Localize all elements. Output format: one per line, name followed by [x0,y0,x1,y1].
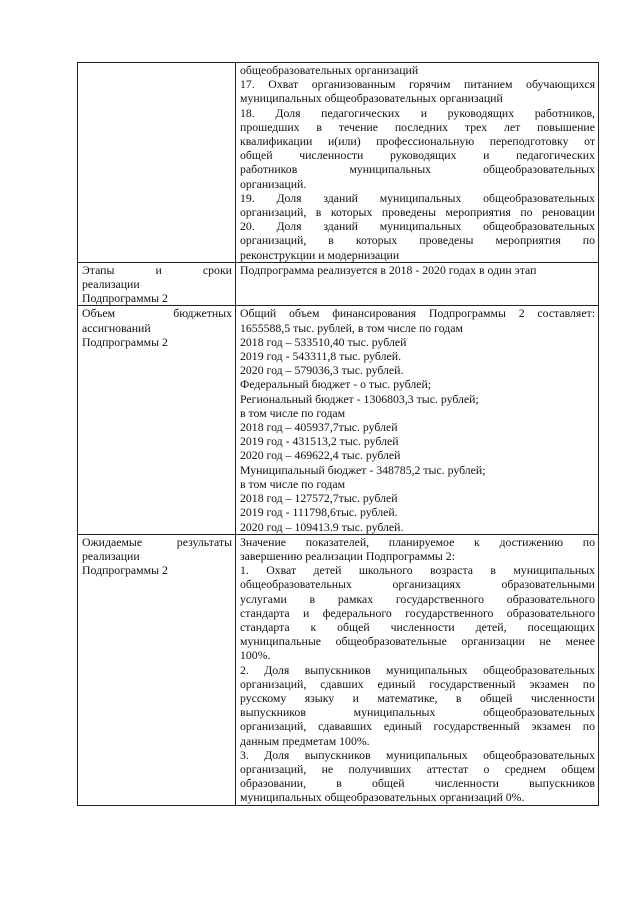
label-line: Объем бюджетных [82,306,232,321]
text-line: 2018 год – 127572,7тыс. рублей [240,491,398,506]
label-line: Подпрограммы 2 [82,334,168,349]
text-line: организаций, в которых проведены мероприятия по реновации [240,205,595,220]
text-line: муниципальных общеобразовательных организаций [240,91,503,106]
text-line: 20. Доля зданий муниципальных общеобразовательных [240,219,595,234]
text-line: Значение показателей, планируемое к достижению по [240,534,595,549]
table-row-continued-indicators [78,63,599,263]
results-value-cell [236,534,599,805]
text-line: 2019 год - 111798,6тыс. рублей. [240,505,398,520]
text-line: Общий объем финансирования Подпрограммы 2 составляет: [240,306,595,321]
results-label-cell [78,534,236,805]
text-line: 2020 год – 109413.9 тыс. рублей. [240,519,404,534]
text-line: организаций, сдававших единый государственный экзамен по [240,719,595,734]
text-line: образовании, в общей численности выпускников [240,776,595,791]
table-row-results [78,534,599,805]
label-line: Подпрограммы 2 [82,563,168,578]
text-line: 2020 год – 579036,3 тыс. рублей. [240,363,404,378]
text-line: 18. Доля педагогических и руководящих работников, [240,105,595,120]
text-line: стандарта к общей численности детей, посещающих [240,619,595,634]
text-line: 1655588,5 тыс. рублей, в том числе по годам [240,320,463,335]
text-line: прошедших в течение последних трех лет повышение [240,119,595,134]
text-line: работников муниципальных общеобразовательных [240,162,595,177]
text-line: 2020 год – 469622,4 тыс. рублей [240,448,401,463]
text-line: выпускников муниципальных общеобразовательных [240,705,595,720]
stages-label-cell [78,262,236,306]
text-line: данным предметам 100%. [240,733,370,748]
passport-table [77,62,599,806]
text-line: муниципальных общеобразовательных организаций 0%. [240,790,525,805]
text-line: квалификации и(или) профессиональную переподготовку от [240,134,595,149]
text-line: Региональный бюджет - 1306803,3 тыс. рублей; [240,391,479,406]
table-row-budget [78,306,599,534]
text-line: 2019 год - 543311,8 тыс. рублей. [240,349,402,364]
label-line: реализации [82,277,140,292]
text-line: 19. Доля зданий муниципальных общеобразовательных [240,190,595,205]
text-line: общеобразовательных организациях образовательными [240,577,595,592]
text-line: Муниципальный бюджет - 348785,2 тыс. рублей; [240,462,486,477]
text-line: реконструкции и модернизации [240,247,400,262]
text-line: общей численности руководящих и педагогических [240,148,595,163]
text-line: организаций, в которых проведены мероприятия по [240,233,595,248]
text-line: организаций. [240,176,307,191]
text-line: 3. Доля выпускников муниципальных общеобразовательных [240,747,595,762]
text-line: 100%. [240,648,271,663]
label-line: Ожидаемые результаты [82,534,232,549]
text-line: организаций, сдавших единый государственный экзамен по [240,676,595,691]
stages-value-cell [236,262,599,306]
text-line: стандарта и федерального государственного образовательного [240,605,595,620]
text-line: организаций, не получивших аттестат о среднем общем [240,761,595,776]
label-cell-empty [78,63,236,263]
table-row-stages [78,262,599,306]
text-line: Подпрограмма реализуется в 2018 - 2020 годах в один этап [240,262,537,277]
budget-label-cell [78,306,236,534]
label-line: Этапы и сроки [82,262,232,277]
text-line: 17. Охват организованным горячим питанием обучающихся [240,77,595,92]
text-line: завершению реализации Подпрограммы 2: [240,548,455,563]
text-line: в том числе по годам [240,476,346,491]
budget-value-cell [236,306,599,534]
label-line: реализации [82,548,140,563]
text-line: 2018 год – 533510,40 тыс. рублей [240,334,407,349]
text-line: 2. Доля выпускников муниципальных общеобразовательных [240,662,595,677]
text-line: русскому языку и математике, в общей численности [240,690,595,705]
text-line: Федеральный бюджет - о тыс. рублей; [240,377,432,392]
label-line: Подпрограммы 2 [82,291,168,306]
text-line: в том числе по годам [240,405,346,420]
text-line: общеобразовательных организаций [240,63,419,77]
text-line: 2018 год – 405937,7тыс. рублей [240,420,398,435]
label-line: ассигнований [82,320,151,335]
text-line: 1. Охват детей школьного возраста в муниципальных [240,563,595,578]
text-line: муниципальные общеобразовательные организации не менее [240,634,595,649]
text-line: 2019 год - 431513,2 тыс. рублей [240,434,399,449]
indicators-cell [236,63,599,263]
text-line: услугами в рамках государственного образовательного [240,591,595,606]
